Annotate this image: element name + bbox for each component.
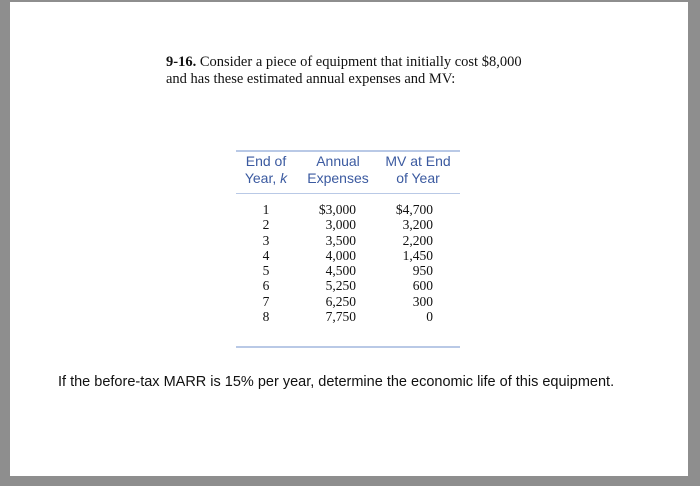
header-annual-expenses <box>302 153 374 187</box>
cell-year: 8 <box>262 309 270 325</box>
table-bottom-rule <box>236 346 460 348</box>
header-mv-line1: MV at End <box>385 153 451 169</box>
cell-expenses: $3,000 <box>318 202 356 217</box>
cell-year: 5 <box>262 263 270 279</box>
cell-mv: $4,700 <box>395 202 433 217</box>
header-end-of-year <box>238 153 294 187</box>
cell-expenses: 4,000 <box>325 247 356 263</box>
cell-year: 7 <box>262 293 270 309</box>
cell-mv: 3,200 <box>402 217 433 233</box>
header-year-prefix: Year, <box>244 170 281 186</box>
cell-expenses: 6,250 <box>325 293 356 309</box>
cell-mv: 600 <box>412 278 433 294</box>
cell-expenses: 5,250 <box>325 278 356 294</box>
mv-column <box>385 202 433 324</box>
year-column <box>258 202 274 324</box>
cell-expenses: 7,750 <box>325 309 356 325</box>
header-year-line2 <box>238 170 294 187</box>
cell-mv: 300 <box>412 293 433 309</box>
header-year-var: k <box>280 170 288 186</box>
cell-year: 4 <box>262 247 270 263</box>
table-top-rule <box>236 150 460 152</box>
cell-year: 6 <box>262 278 270 294</box>
header-year-line1: End of <box>245 153 287 169</box>
problem-text: Consider a piece of equipment that initially cost $8,000 and has these estimated annual expenses and MV: <box>166 54 522 87</box>
header-expenses-line2: Expenses <box>307 170 369 186</box>
cell-year: 1 <box>262 202 270 217</box>
header-expenses-line1: Annual <box>316 153 360 169</box>
question-text: If the before-tax MARR is 15% per year, determine the economic life of this equipment. <box>58 374 615 390</box>
cell-mv: 0 <box>426 309 433 325</box>
cell-expenses: 3,500 <box>325 232 356 248</box>
problem-number: 9-16. <box>166 54 197 70</box>
cell-mv: 2,200 <box>402 232 433 248</box>
problem-statement <box>166 54 526 88</box>
header-mv-line2: of Year <box>396 170 440 186</box>
expenses-column <box>306 202 356 324</box>
cell-year: 3 <box>262 232 270 248</box>
cell-expenses: 4,500 <box>325 263 356 279</box>
cell-expenses: 3,000 <box>325 217 356 233</box>
cell-mv: 950 <box>412 263 433 279</box>
cell-year: 2 <box>262 217 270 233</box>
header-mv-end-of-year <box>376 153 460 187</box>
cell-mv: 1,450 <box>402 247 433 263</box>
table-header-rule <box>236 193 460 194</box>
